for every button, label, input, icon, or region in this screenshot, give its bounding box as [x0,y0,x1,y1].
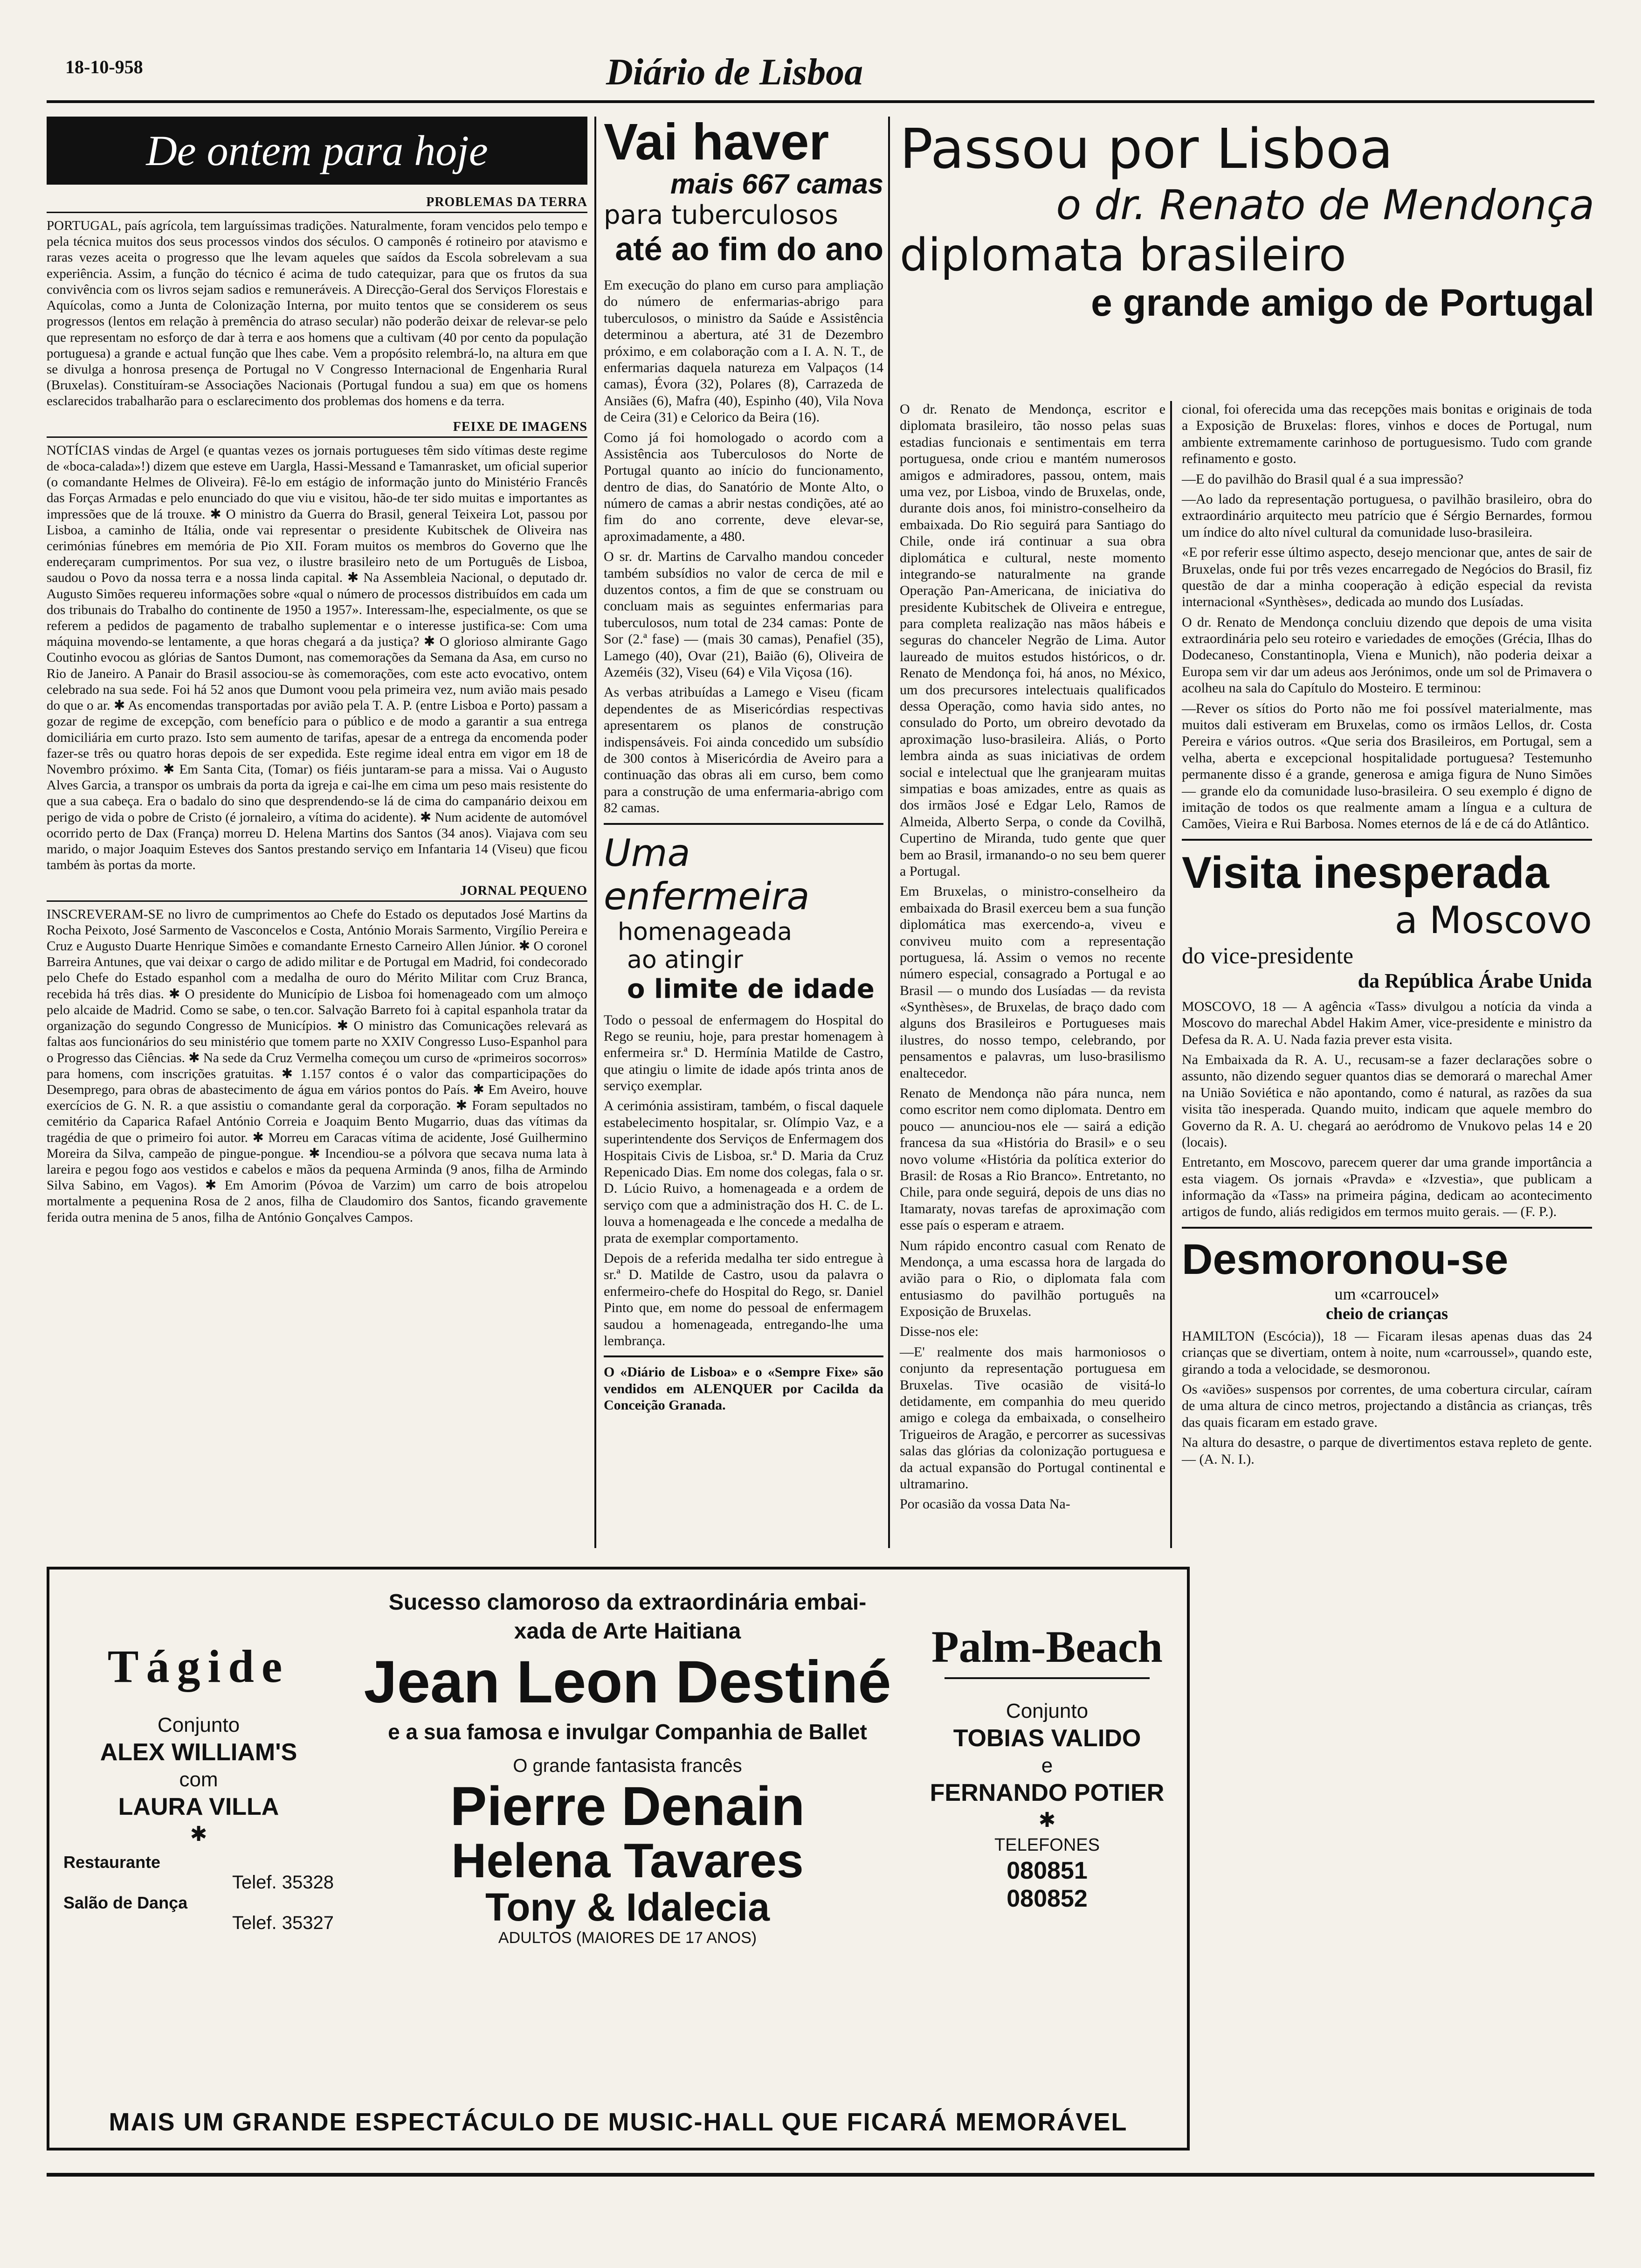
star-name: Jean Leon Destiné [364,1648,891,1715]
section-heading: FEIXE DE IMAGENS [47,420,587,438]
headline: um «carroucel» [1334,1284,1440,1303]
article-paragraph: Como já foi homologado o acordo com a Assistência aos Tuberculosos do Norte de Portugal quanto ao início do funcionamento, dentro de dias, do Sanatório de Monte Alto, o número de camas a abrir nestas condições, até ao fim do ano corrente, deve elevar-se, aproximadamente, a 480. [604,429,883,544]
article-paragraph: A cerimónia assistiram, também, o fiscal daquele estabelecimento hospitalar, sr. Olímpio Vaz, e a superintendente dos Serviços de Enfermagem dos Hospitais Civis de Lisboa, sr.ª D. Maria da Cruz Repenicado Dias. Em nome dos colegas, fala o sr. D. Lúcio Ruivo, a homenageada e a ordem de serviço com que a administração dos H. C. de L. louva a homenageada e lhe concede a medalha de prata de exemplar comportamento. [604,1098,883,1246]
article-paragraph: O sr. dr. Martins de Carvalho mandou conceder também subsídios no valor de cerca de mil e duzentos contos, a fim de que se construam ou concluam mais as seguintes enfermarias para tuberculosos, num total de 234 camas: Ponte de Sor (2.ª fase) — (mais 30 camas), Penafiel (35), Lamego (40), Ovar (21), Baião (6), Oliveira de Azeméis (32), Viseu (64) e Vila Viçosa (16). [604,549,883,680]
ad-text: Conjunto [1006,1700,1089,1722]
headline-block-mendonca [900,117,1594,325]
advertisement [47,1567,1190,2150]
article-paragraph: Depois de a referida medalha ter sido entregue à sr.ª D. Matilde de Castro, usou da palavra o enfermeiro-chefe do Hospital do Rego, sr. Daniel Pinto que, em nome do pessoal de enfermagem saudou a homenageada, entregando-lhe uma lembrança. [604,1250,883,1348]
column-de-ontem-para-hoje [47,117,587,1541]
article-paragraph: As verbas atribuídas a Lamego e Viseu (ficam dependentes de as Misericórdias respectivas apresentarem os planos de construção indispensáveis. Foi ainda concedido um subsídio de 300 contos à Misericórdia de Aveiro para a continuação das obras ali em curso, bem como para a construção de uma enfermaria-abrigo com 82 camas. [604,685,883,816]
headline: diplomata brasileiro [900,229,1346,281]
section-title-box: De ontem para hoje [47,117,587,185]
article-paragraph: «E por referir esse último aspecto, desejo mencionar que, antes de sair de Bruxelas, onde fui por três vezes encarregado de Negócios do Brasil, fiz questão de dar a minha cooperação à edição especial da revista internacional «Synthèses», dedicada ao mundo dos Lusíadas. [1182,545,1592,610]
headline: homenageada [618,918,792,946]
ad-text: com [179,1768,218,1791]
section-heading: JORNAL PEQUENO [47,884,587,902]
singer-name: LAURA VILLA [118,1793,279,1821]
article-paragraph: Renato de Mendonça não pára nunca, nem como escritor nem como diplomata. Dentro em pouco — anunciou-nos ele — sairá a edição francesa da sua «História do Brasil» e o seu novo volume «História da política exterior do Brasil: de Rosas a Rio Branco». Entretanto, no Chile, para onde seguirá, depois de uns dias no Itamaraty, novas tarefas de aproximação com esse país o esperam e atraem. [900,1086,1165,1233]
article-text: INSCREVERAM-SE no livro de cumprimentos ao Chefe do Estado os deputados José Martins da Rocha Peixoto, José Sarmento de Vasconcelos e Costa, António Morais Sarmento, Virgílio Pereira e Cruz e Augusto Duarte Henrique Simões e comandante Ernesto Carneiro Allen Júnior. ✱ O coronel Barreira Antunes, que vai deixar o cargo de adido militar e de Portugal em Madrid, foi condecorado pelo Chefe do Estado espanhol com a medalha de ouro do Mérito Militar com Cruz Branca, recebida há três dias. ✱ O presidente do Município de Lisboa foi homenageado com um almoço pelo alcaide de Madrid. Como se sabe, o ten.cor. Salvação Barreto foi à capital espanhola tratar da organização do segundo Congresso de Municípios. ✱ O ministro das Comunicações relevará as faltas aos funcionários do seu ministério que tomem parte no XXIV Congresso Luso-Espanhol para o Progresso das Ciências. ✱ Na sede da Cruz Vermelha começou um curso de «primeiros socorros» para homens, com inscrições gratuitas. ✱ 1.157 contos é o valor das comparticipações do Desemprego, para obras de abastecimento de água em vários pontos do País. ✱ Em Aveiro, houve exercícios de G. N. R. a que assistiu o comandante geral da corporação. ✱ Foram sepultados no cemitério da Caparica Rafael António Correia e Joaquim Bento Mugarrio, duas das vítimas da tragédia de que o primeiro foi autor. ✱ Morreu em Caracas vítima de acidente, José Guilhermino Moreira da Silva, campeão de pingue-pongue. ✱ Incendiou-se a pólvora que secava numa lata à lareira e pegou fogo aos vestidos e cabelos e mãos da pequena Arminda (9 anos, filha de Armindo Silva Sabino, em Vagos). ✱ Em Amorim (Póvoa de Varzim) um carro de bois atropelou mortalmente a pequenina Rosa de 2 anos, filha de Claudomiro dos Santos, ficando gravemente ferida outra menina de 5 anos, filha de António Gonçalves Campos. [47,906,587,1225]
article-paragraph: O dr. Renato de Mendonça, escritor e diplomata brasileiro, tão nosso pelas suas estadias funcionais e sentimentais em terra portuguesa, onde criou e mantém numerosos amigos e admiradores, passou, ontem, mais uma vez, por Lisboa, vindo de Bruxelas, onde, durante dois anos, foi ministro-conselheiro da embaixada. Do Rio seguirá para Santiago do Chile, onde irá continuar a sua obra diplomática e cultural, neste momento integrando-se naturalmente na grande Operação Pan-Americana, de iniciativa do presidente Kubitschek de Oliveira e entregue, para completa realização nas mãos hábeis e seguras do chanceler Negrão de Lima. Autor laureado de muitos estudos históricos, o dr. Renato de Mendonça foi, há anos, no México, um dos precursores intelectuais qualificados dessa Operação, como havia sido antes, no consulado do Porto, um obreiro devotado da aproximação luso-brasileira. Aliás, o Porto lembra ainda as suas iniciativas de ordem social e intelectual que lhe granjearam muitas simpatias e boas amizades, entre as quais as dos irmãos José e Edgar Lelo, Ramos de Almeida, Alberto Serpa, o conde da Covilhã, Cupertino de Miranda, tudo gente que quer bem ao Brasil, irmanando-o no seu bem querer a Portugal. [900,401,1165,879]
ad-text: e a sua famosa e invulgar Companhia de Ballet [388,1720,867,1744]
headline: Uma enfermeira [604,831,810,918]
column-mendonca-2 [1182,401,1592,1471]
phone-number: 080852 [1007,1885,1088,1912]
ad-text: TELEFONES [994,1835,1100,1855]
venue-name: Tágide [107,1640,290,1692]
headline: Vai haver [604,113,829,171]
article-text: NOTÍCIAS vindas de Argel (e quantas vezes os jornais portugueses têm sido vítimas deste regime de «boca-calada»!) dizem que esteve em Uargla, Hassi-Messand e Tamanrasket, um oficial superior (o comandante Helmes de Oliveira). Fê-lo em estágio de informação junto do Ministério Francês das Forças Armadas e pelo enunciado do que viu e visitou, hão-de ter sido muitas e importantes as impressões que de lá trouxe. ✱ O ministro da Guerra do Brasil, general Teixeira Lot, passou por Lisboa, a caminho de Itália, onde vai representar o presidente Kubitschek de Oliveira nas cerimónias fúnebres em memória de Pio XII. Foram muitos os membros do Governo que lhe endereçaram cumprimentos. Por sua vez, o ilustre brasileiro neto de um Português de Lisboa, saudou o Povo da nossa terra e a nossa linda capital. ✱ Na Assembleia Nacional, o deputado dr. Augusto Simões requereu informações sobre «qual o número de processos distribuídos em cada um dos tribunais do Trabalho do continente de 1950 a 1957». Interessam-lhe, especialmente, os que se referem a pedidos de pagamento de trabalho suplementar e o interesse justifica-se: Com uma máquina movendo-se lentamente, a que horas chegará a da justiça? ✱ O glorioso almirante Gago Coutinho evocou as glórias de Santos Dumont, nas comemorações da Semana da Asa, em curso no Rio de Janeiro. A Panair do Brasil associou-se às comemorações, com este acto evocativo, ontem celebrado na sua sede. Foi há 52 anos que Dumont voou pela primeira vez, num avião mais pesado do que o ar. ✱ As encomendas transportadas por avião pela T. A. P. (entre Lisboa e Porto) passam a gozar de regime de excepção, com benefício para o público e de modo a garantir a sua entrega domiciliária em curto prazo. Isto sem aumento de tarifas, apesar de a entrega da encomenda poder fazer-se três ou quatro horas depois de ser expedida. Este regime ideal entra em vigor em 18 de Novembro próximo. ✱ Em Santa Cita, (Tomar) os fiéis juntaram-se para a missa. Vai o Augusto Alves Garcia, a transpor os umbrais da porta da igreja e cai-lhe em cima um peso mais resistente do que a sua cabeça. Era o badalo do sino que desprendendo-se lá de cima do campanário deixou em perigo de vida o pobre de Cristo (é jornaleiro, a vítima do acidente). ✱ Num acidente de automóvel ocorrido perto de Dax (França) morreu D. Helena Martins dos Santos (34 anos). Viajava com seu marido, o major Joaquim Esteves dos Santos prestando serviço em Infantaria 14 (Viseu) que ficou também às portas da morte. [47,443,587,873]
performer-name: Helena Tavares [451,1833,804,1888]
page-date: 18-10-958 [65,56,143,77]
headline: o dr. Renato de Mendonça [1056,181,1594,229]
article-paragraph: —E do pavilhão do Brasil qual é a sua impressão? [1182,471,1464,487]
column-divider [1170,401,1172,1548]
ad-palm-beach [926,1621,1168,1913]
headline: cheio de crianças [1326,1304,1448,1323]
headline: o limite de idade [627,974,875,1004]
ad-tagline: MAIS UM GRANDE ESPECTÁCULO DE MUSIC-HALL QUE FICARÁ MEMORÁVEL [109,2108,1128,2136]
ad-text: ADULTOS (MAIORES DE 17 ANOS) [498,1929,757,1947]
ad-text: Sucesso clamoroso da extraordinária embai- [388,1590,867,1615]
column-mendonca-1 [900,401,1165,1516]
column-divider [594,117,596,1548]
article-paragraph: Por ocasião da vossa Data Na- [900,1496,1070,1512]
ad-text: xada de Arte Haitiana [514,1619,741,1644]
footer-rule [47,2173,1594,2177]
masthead-rule [47,100,1594,103]
article-paragraph: MOSCOVO, 18 — A agência «Tass» divulgou a notícia da vinda a Moscovo do marechal Abdel Hakim Amer, vice-presidente e ministro da Defesa da R. A. U. Nada fazia prever esta visita. [1182,998,1592,1047]
article-paragraph: Em Bruxelas, o ministro-conselheiro da embaixada do Brasil exerceu bem a sua função diplomática mas exercendo-a, viveu e conviveu muito com a representação portuguesa, lá. Assim o vemos no recente número especial, consagrado a Portugal e ao Brasil — o mundo dos Lusíadas — da revista «Synthèses», de Bruxelas, de braço dado com alguns dos Brasileiros e Portugueses mais ilustres, do nosso tempo, celebrando, por pensamentos e palavras, um luso-brasilismo enaltecedor. [900,884,1165,1081]
headline: e grande amigo de Portugal [1091,282,1594,324]
article-paragraph: Todo o pessoal de enfermagem do Hospital do Rego se reuniu, hoje, para prestar homenagem à enfermeira sr.ª D. Hermínia Matilde de Castro, que atingiu o limite de idade após trinta anos de serviço exemplar. [604,1012,883,1094]
band-name: ALEX WILLIAM'S [100,1739,297,1766]
performer-name: Tony & Idalecia [485,1885,770,1929]
phone-number: 080851 [1007,1857,1088,1884]
phone-number: Telef. 35327 [232,1912,334,1933]
headline: do vice-presidente [1182,942,1353,968]
ad-tagide [63,1639,334,1934]
article-paragraph: —Ao lado da representação portuguesa, o pavilhão brasileiro, obra do extraordinário arquitecto meu patrício que é Sérgio Bernardes, formou um índice do alto nível cultural da comunidade luso-brasileira. [1182,491,1592,540]
headline: mais 667 camas [670,168,883,200]
headline: Passou por Lisboa [900,117,1393,181]
article-paragraph: Disse-nos ele: [900,1324,979,1340]
headline: para tuberculosos [604,200,838,230]
ad-text: Restaurante [63,1852,161,1872]
phone-number: Telef. 35328 [232,1872,334,1893]
article-paragraph: HAMILTON (Escócia)), 18 — Ficaram ilesas apenas duas das 24 crianças que se divertiam, ontem à noite, num «carroussel», quando este, girando a toda a velocidade, se desmoronou. [1182,1328,1592,1377]
headline: até ao fim do ano [615,231,883,267]
article-paragraph: —Rever os sítios do Porto não me foi possível materialmente, mas muitos dali estiveram em Bruxelas, como os irmãos Lellos, dr. Costa Pereira e vários outros. «Que seria dos Brasileiros, em Portugal, sem a velha, aberta e excepcional hospitalidade portuguesa? Testemunho permanente disso é a grande, generosa e amiga figura de Nuno Simões — grande elo da comunidade luso-brasileira. O seu exemplo é digno de imitação de todos os que realmente amam a língua e a cultura de Camões, Vieira e Rui Barbosa. Nomes eternos de lá e de cá do Atlântico. [1182,700,1592,832]
article-paragraph: Na altura do desastre, o parque de divertimentos estava repleto de gente. — (A. N. I.). [1182,1435,1592,1467]
performer-name: Pierre Denain [450,1775,805,1837]
newspaper-title: Diário de Lisboa [606,52,863,93]
ad-center [348,1588,907,1948]
column-tuberculosos [604,113,883,1541]
article-paragraph: Entretanto, em Moscovo, parecem querer dar uma grande importância a esta viagem. Os jornais «Pravda» e «Izvestia», que publicam a informação da «Tass» na primeira página, dedicam ao acontecimento artigos de fundo, aliás redigidos em termos muito gerais. — (F. P.). [1182,1155,1592,1220]
headline: ao atingir [627,946,743,974]
star-separator: ✱ [1038,1809,1056,1832]
singer-name: FERNANDO POTIER [930,1779,1165,1807]
headline: Desmoronou-se [1182,1235,1509,1283]
article-paragraph: —E' realmente dos mais harmoniosos o conjunto da representação portuguesa em Bruxelas. Tive ocasião de visitá-lo detidamente, em companhia do meu querido amigo e colega da embaixada, o conselheiro Trigueiros de Aragão, e percorrer as sucessivas salas das glórias da colonização portuguesa e da actual expansão do Portugal continental e ultramarino. [900,1344,1165,1492]
article-paragraph: Em execução do plano em curso para ampliação do número de enfermarias-abrigo para tuberculosos, o ministro da Saúde e Assistência determinou a abertura, até 31 de Dezembro próximo, e em colaboração com a I. A. N. T., de enfermarias daquela natureza em Valpaços (14 camas), Évora (32), Polares (8), Carrazeda de Ansiães (6), Mafra (40), Espinho (40), Vila Nova de Ceira (31) e Celorico da Beira (16). [604,277,883,425]
headline: Visita inesperada [1182,847,1549,898]
article-paragraph: Na Embaixada da R. A. U., recusam-se a fazer declarações sobre o assunto, não dizendo seguer quantos dias se demorará o marechal Amer na União Soviética e não apontando, como é natural, as razões da sua visita tão inesperada. Quando muito, indicam que aquele membro do Governo da R. A. U. chegará ao aeródromo de Vnukovo pelas 14 e 20 (locais). [1182,1051,1592,1150]
ad-text: O grande fantasista francês [513,1755,742,1776]
star-separator: ✱ [190,1823,207,1846]
section-heading: PROBLEMAS DA TERRA [47,195,587,213]
article-paragraph: cional, foi oferecida uma das recepções mais bonitas e originais de toda a Exposição de Bruxelas: flores, vinhos e doces de Portugal, num ambiente extremamente carinhoso de portuguesismo. Tudo com grande refinamento e gosto. [1182,401,1592,467]
headline: a Moscovo [1394,898,1592,942]
ad-text: Conjunto [157,1714,240,1736]
article-paragraph: Os «aviões» suspensos por correntes, de uma cobertura circular, caíram de uma altura de cinco metros, projectando a distância as crianças, três das quais ficaram em estado grave. [1182,1382,1592,1430]
ad-text: Salão de Dança [63,1893,188,1912]
headline: da República Árabe Unida [1358,969,1592,992]
ad-text: e [1041,1754,1053,1777]
band-name: TOBIAS VALIDO [953,1725,1141,1752]
article-paragraph: O dr. Renato de Mendonça concluiu dizendo que depois de uma visita extraordinária pelo seu roteiro e variedades de emoções (Grécia, Ilhas do Dodecaneso, Constantinopla, Viena e Munich), não poderia deixar a Europa sem vir dar um adeus aos Jerónimos, onde um sol de Primavera o acolheu na sala do Capítulo do Mosteiro. E terminou: [1182,614,1592,696]
article-paragraph: Num rápido encontro casual com Renato de Mendonça, a uma escassa hora de largada do avião para o Rio, o diplomata fala com entusiasmo do pavilhão português na Exposição de Bruxelas. [900,1238,1165,1320]
venue-name: Palm-Beach [931,1622,1163,1672]
article-text: PORTUGAL, país agrícola, tem larguíssimas tradições. Naturalmente, foram vencidos pelo tempo e pela técnica muitos dos seus processos vindos dos séculos. O camponês é rotineiro por atavismo e raras vezes aceita o progresso que lhe levam aqueles que saídos da Escola sobrelevam a sua experiência. Assim, a função do técnico é acima de tudo catequizar, para que os frutos da sua convivência com os livros sejam sadios e remuneráveis. A Direcção-Geral dos Serviços Florestais e Aquícolas, como a Junta de Colonização Interna, por muito tentos que se considerem os seus progressos (lentos em relação à premência do atraso secular) não poderão deixar de relevar-se pelo que representam no esforço de dar à terra e aos homens que a cultivam (40 por cento da população portuguesa) a grande e actual função que lhes cabe. Vem a propósito relembrá-lo, na altura em que se divulga a honrosa presença de Portugal no V Congresso Internacional de Engenharia Rural (Bruxelas). Constituíram-se Associações Nacionais (Portugal fundou a sua) em que os homens esclarecidos trabalharão para o esclarecimento dos problemas dos homens e da terra. [47,218,587,409]
sales-note: O «Diário de Lisboa» e o «Sempre Fixe» são vendidos em ALENQUER por Cacilda da Conceição Granada. [604,1364,883,1413]
column-divider [888,117,890,1548]
